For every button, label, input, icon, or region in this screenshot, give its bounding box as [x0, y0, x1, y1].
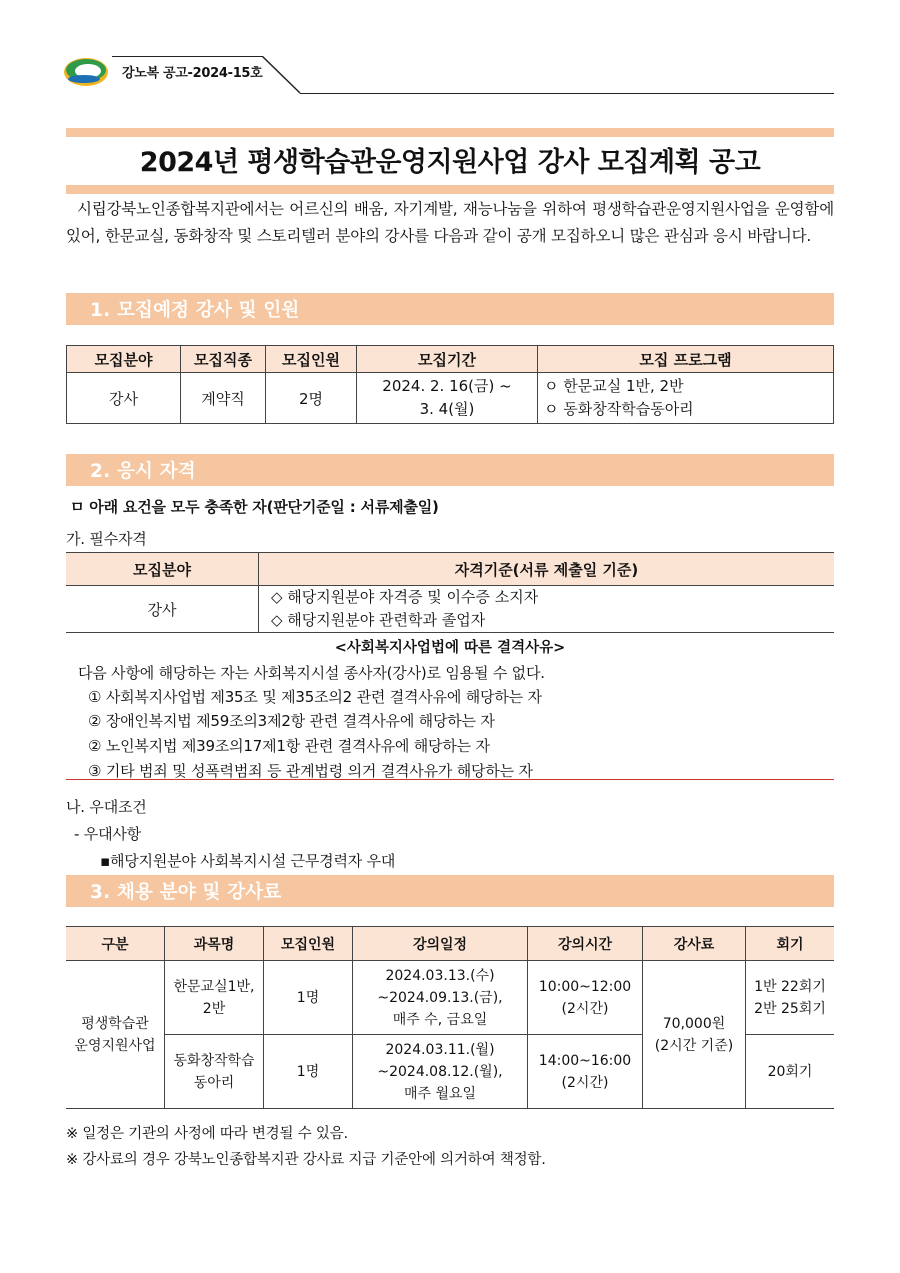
organization-logo-icon: [62, 52, 110, 92]
section-3-heading: 3. 채용 분야 및 강사료: [66, 875, 834, 907]
intro-paragraph: 시립강북노인종합복지관에서는 어르신의 배움, 자기계발, 재능나눔을 위하여 평생학습관운영지원사업을 운영함에 있어, 한문교실, 동화창작 및 스토리텔러 분야의 강사를 다음과 같이 공개 모집하오니 많은 관심과 응시 바랍니다.: [66, 200, 834, 245]
time-cell: 14:00~16:00 (2시간): [528, 1035, 643, 1109]
criteria-cell: ◇ 해당지원분야 자격증 및 이수증 소지자 ◇ 해당지원분야 관련학과 졸업자: [259, 586, 835, 633]
header-cell: 자격기준(서류 제출일 기준): [259, 553, 835, 586]
header-cell: 과목명: [165, 927, 264, 961]
subject-cell: 한문교실1반, 2반: [165, 961, 264, 1035]
disqualification-rule: [66, 779, 834, 780]
period-cell: 2024. 2. 16(금) ~ 3. 4(월): [357, 373, 538, 424]
header-cell: 강사료: [643, 927, 746, 961]
section-1-heading: 1. 모집예정 강사 및 인원: [66, 293, 834, 325]
count-cell: 2명: [266, 373, 357, 424]
requirement-statement: ㅁ 아래 요건을 모두 충족한 자(판단기준일 : 서류제출일): [70, 498, 439, 516]
sessions-cell: 1반 22회기 2반 25회기: [746, 961, 835, 1035]
field-cell: 강사: [66, 586, 259, 633]
preference-label: - 우대사항: [74, 825, 141, 843]
table-row: [66, 961, 834, 1035]
header-cell: 모집분야: [66, 553, 259, 586]
subject-cell: 동화창작학습 동아리: [165, 1035, 264, 1109]
header-cell: 강의일정: [353, 927, 528, 961]
recruitment-table: [66, 345, 834, 424]
time-cell: 10:00~12:00 (2시간): [528, 961, 643, 1035]
program-cell: ㅇ 한문교실 1반, 2반 ㅇ 동화창작학습동아리: [538, 373, 834, 424]
document-number: 강노복 공고-2024-15호: [122, 66, 263, 81]
header-divider: [262, 56, 302, 96]
count-cell: 1명: [264, 961, 353, 1035]
header-rule: [300, 93, 834, 94]
sub-heading-preference: 나. 우대조건: [66, 798, 147, 816]
field-cell: 강사: [67, 373, 181, 424]
header-cell: 모집인원: [266, 346, 357, 373]
section-2-heading: 2. 응시 자격: [66, 454, 834, 486]
header-cell: 모집 프로그램: [538, 346, 834, 373]
table-row: [67, 373, 834, 424]
table-row: [66, 586, 834, 633]
header-top-rule: [112, 56, 262, 57]
preference-item: ▪해당지원분야 사회복지시설 근무경력자 우대: [100, 852, 396, 870]
sub-heading-required: 가. 필수자격: [66, 530, 147, 548]
title-top-bar: [66, 128, 834, 137]
footnote: ※ 일정은 기관의 사정에 따라 변경될 수 있음.: [66, 1126, 348, 1142]
footnote: ※ 강사료의 경우 강북노인종합복지관 강사료 지급 기준안에 의거하여 책정함.: [66, 1152, 546, 1168]
disqualification-intro: 다음 사항에 해당하는 자는 사회복지시설 종사자(강사)로 임용될 수 없다.: [78, 664, 545, 682]
header-cell: 모집기간: [357, 346, 538, 373]
header-cell: 모집인원: [264, 927, 353, 961]
header-cell: 강의시간: [528, 927, 643, 961]
type-cell: 계약직: [181, 373, 266, 424]
category-cell: 평생학습관 운영지원사업: [66, 961, 165, 1109]
disqualification-title: <사회복지사업법에 따른 결격사유>: [334, 640, 566, 656]
fee-table: [66, 926, 834, 1109]
header-cell: 모집분야: [67, 346, 181, 373]
list-item: ② 장애인복지법 제59조의3제2항 관련 결격사유에 해당하는 자: [88, 712, 495, 730]
count-cell: 1명: [264, 1035, 353, 1109]
schedule-cell: 2024.03.13.(수) ~2024.09.13.(금), 매주 수, 금요일: [353, 961, 528, 1035]
sessions-cell: 20회기: [746, 1035, 835, 1109]
header-cell: 모집직종: [181, 346, 266, 373]
title-bottom-bar: [66, 185, 834, 194]
list-item: ① 사회복지사업법 제35조 및 제35조의2 관련 결격사유에 해당하는 자: [88, 688, 542, 706]
list-item: ② 노인복지법 제39조의17제1항 관련 결격사유에 해당하는 자: [88, 737, 490, 755]
schedule-cell: 2024.03.11.(월) ~2024.08.12.(월), 매주 월요일: [353, 1035, 528, 1109]
fee-cell: 70,000원 (2시간 기준): [643, 961, 746, 1109]
header-cell: 구분: [66, 927, 165, 961]
qualification-table: [66, 552, 834, 633]
header-cell: 회기: [746, 927, 835, 961]
list-item: ③ 기타 범죄 및 성폭력범죄 등 관계법령 의거 결격사유가 해당하는 자: [88, 762, 533, 780]
page-title: 2024년 평생학습관운영지원사업 강사 모집계획 공고: [139, 147, 761, 178]
